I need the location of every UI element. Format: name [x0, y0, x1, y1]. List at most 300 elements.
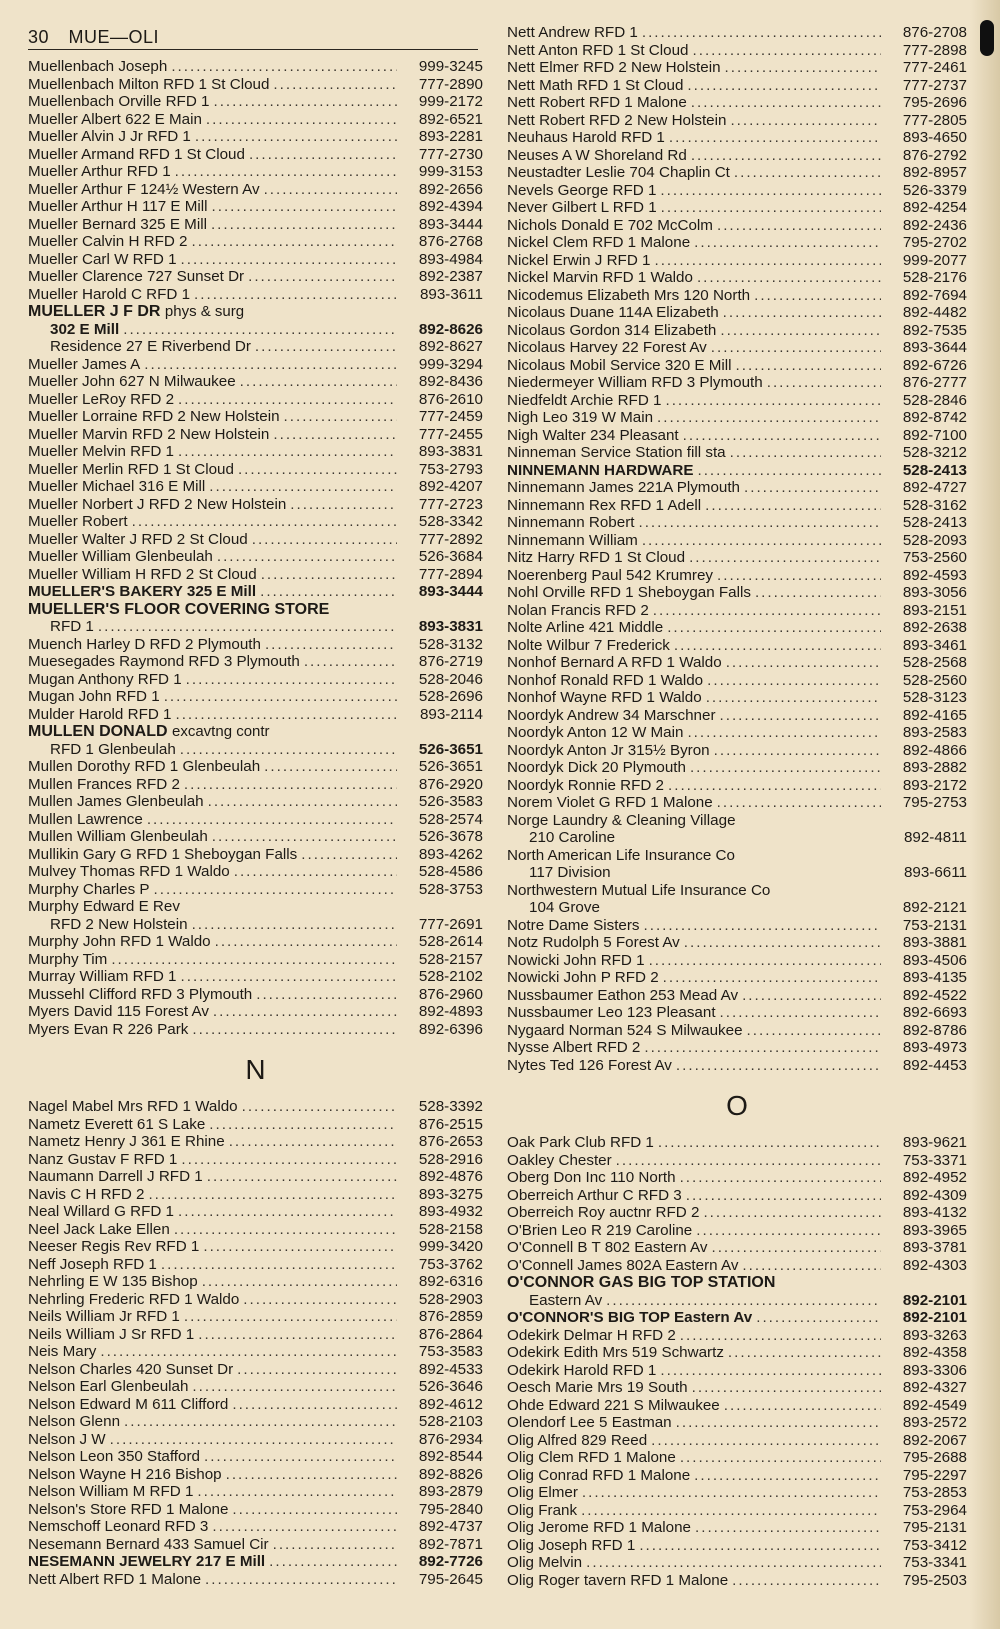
listing-phone: 893-4973: [902, 1039, 967, 1056]
listing-murphy-edward: [28, 898, 483, 933]
leader-dots: [680, 1449, 881, 1467]
leader-dots: [161, 1256, 397, 1274]
listing-phone: 777-2455: [418, 425, 483, 443]
listing-subline: [28, 338, 483, 356]
listing-entry: [28, 566, 483, 584]
listing-name: Muesegades Raymond RFD 3 Plymouth: [28, 653, 300, 670]
listing-phone: 892-6693: [902, 1004, 967, 1021]
listing-phone: 876-2768: [418, 233, 483, 250]
listing-phone: 777-2894: [418, 565, 483, 583]
leader-dots: [203, 1238, 397, 1256]
leader-dots: [755, 584, 881, 602]
leader-dots: [705, 497, 881, 515]
leader-dots: [252, 531, 397, 549]
leader-dots: [194, 286, 397, 304]
page-number: 30: [28, 27, 50, 47]
listing-subline: [28, 916, 483, 934]
leader-dots: [205, 1571, 397, 1589]
listing-name: Neils William Jr RFD 1: [28, 1308, 180, 1325]
listing-phone: 528-3342: [418, 513, 483, 530]
leader-dots: [273, 1536, 397, 1554]
listing-name: Mueller Lorraine RFD 2 New Holstein: [28, 408, 280, 425]
listing-name: Mueller Armand RFD 1 St Cloud: [28, 145, 245, 163]
leader-dots: [256, 986, 397, 1004]
listing-entry: [507, 969, 967, 987]
listing-phone: 893-4135: [902, 969, 967, 986]
listing-phone: 893-2583: [902, 724, 967, 741]
listing-name: Nicolaus Harvey 22 Forest Av: [507, 339, 707, 356]
listing-phone: 795-2696: [902, 94, 967, 111]
listing-name: Olig Jerome RFD 1 Malone: [507, 1519, 692, 1536]
listing-entry: [507, 164, 967, 182]
listing-phone: 893-3275: [418, 1185, 483, 1203]
listing-name: Nicolaus Mobil Service 320 E Mill: [507, 356, 732, 374]
listing-title: MUELLER J F DR: [28, 303, 161, 320]
listing-phone: 893-3611: [419, 285, 483, 303]
listing-subline: [507, 899, 967, 917]
leader-dots: [229, 1133, 397, 1151]
leader-dots: [661, 199, 881, 217]
leader-dots: [192, 1378, 397, 1396]
listing-name: Mueller Merlin RFD 1 St Cloud: [28, 460, 234, 478]
leader-dots: [209, 478, 397, 496]
leader-dots: [660, 182, 881, 200]
listing-name: Noordyk Dick 20 Plymouth: [507, 759, 686, 776]
listing-name: Ninnemann James 221A Plymouth: [507, 479, 741, 496]
listing-phone: 528-3212: [902, 444, 967, 461]
listing-name: Noordyk Andrew 34 Marschner: [507, 706, 716, 724]
listing-phone: 893-4262: [418, 845, 483, 863]
listing-entry: [507, 672, 967, 690]
listing-phone: 795-2645: [418, 1570, 483, 1588]
leader-dots: [724, 1397, 881, 1415]
listing-entry: [507, 567, 967, 585]
listing-phone: 893-3306: [902, 1361, 967, 1379]
listing-entry: [507, 742, 967, 760]
listing-entry: [507, 707, 967, 725]
listing-name: Nelson Charles 420 Sunset Dr: [28, 1360, 234, 1378]
listing-address: 302 E Mill: [50, 320, 120, 338]
listing-entry: [28, 76, 483, 94]
listing-address: RFD 1: [50, 618, 94, 635]
leader-dots: [212, 1518, 397, 1536]
listing-entry: [507, 584, 967, 602]
leader-dots: [734, 164, 881, 182]
listing-entry: [28, 1361, 483, 1379]
listing-subline: [28, 321, 483, 339]
listing-phone: 892-4612: [418, 1395, 483, 1413]
listing-phone: 795-2503: [902, 1571, 967, 1589]
listing-name: Nagel Mabel Mrs RFD 1 Waldo: [28, 1098, 238, 1115]
listing-name: Mugan John RFD 1: [28, 688, 160, 705]
leader-dots: [184, 1308, 397, 1326]
leader-dots: [164, 688, 397, 706]
leader-dots: [669, 129, 881, 147]
listing-phone: 528-2093: [902, 531, 967, 549]
listing-phone: 893-4984: [418, 250, 483, 268]
listing-name: Mueller John 627 N Milwaukee: [28, 373, 236, 390]
listing-phone: 528-2846: [902, 391, 967, 409]
listing-phone: 892-2638: [902, 619, 967, 636]
listing-entry: [28, 391, 483, 409]
listing-title: MULLEN DONALD: [28, 723, 168, 740]
listing-phone: 876-2515: [418, 1115, 483, 1133]
leader-dots: [638, 514, 881, 532]
leader-dots: [747, 1022, 881, 1040]
listing-phone: 892-8544: [418, 1448, 483, 1465]
listing-phone: 777-2890: [418, 75, 483, 93]
listing-name: Ninnemann William: [507, 531, 638, 549]
listing-phone: 526-3678: [418, 828, 483, 845]
listing-entry: [507, 1022, 967, 1040]
left-column: [28, 58, 483, 1588]
listing-phone: 528-2903: [418, 1290, 483, 1308]
listing-entry: [28, 1151, 483, 1169]
leader-dots: [184, 776, 397, 794]
page-header: [28, 27, 478, 50]
leader-dots: [654, 252, 881, 270]
listing-entry: [507, 1239, 967, 1257]
leader-dots: [111, 951, 397, 969]
listing-name: Nett Andrew RFD 1: [507, 24, 638, 41]
listing-phone: 777-2723: [418, 495, 483, 513]
listing-name: Nolte Wilbur 7 Frederick: [507, 636, 670, 654]
listing-phone: 777-2737: [902, 76, 967, 94]
listing-phone: 876-2920: [418, 775, 483, 793]
leader-dots: [175, 706, 397, 724]
leader-dots: [658, 1134, 881, 1152]
listing-phone: 892-7535: [902, 321, 967, 339]
listing-name: Neis Mary: [28, 1343, 97, 1360]
listing-phone: 753-2964: [902, 1501, 967, 1519]
leader-dots: [736, 357, 881, 375]
listing-phone: 892-4811: [903, 829, 967, 846]
listing-name: Nett Elmer RFD 2 New Holstein: [507, 59, 721, 76]
listing-phone: 999-2077: [902, 251, 967, 269]
listing-name: Nehrling Frederic RFD 1 Waldo: [28, 1290, 240, 1308]
listing-name: Mueller Michael 316 E Mill: [28, 478, 206, 495]
leader-dots: [711, 1239, 881, 1257]
leader-dots: [742, 987, 881, 1005]
listing-name: Neff Joseph RFD 1: [28, 1255, 157, 1273]
listing-name: Mueller LeRoy RFD 2: [28, 390, 175, 408]
listing-name: Oakley Chester: [507, 1151, 612, 1169]
leader-dots: [742, 1257, 881, 1275]
listing-phone: 893-3831: [418, 618, 483, 635]
listing-name: Mullen Dorothy RFD 1 Glenbeulah: [28, 758, 261, 775]
listing-phone: 795-2131: [902, 1519, 967, 1536]
listing-entry: [28, 111, 483, 129]
leader-dots: [124, 1413, 397, 1431]
listing-phone: 777-2805: [902, 111, 967, 129]
listing-name: Mulvey Thomas RFD 1 Waldo: [28, 863, 230, 880]
listing-subline: [28, 618, 483, 636]
leader-dots: [178, 391, 397, 409]
listing-entry: [28, 1431, 483, 1449]
listing-entry: [28, 1168, 483, 1186]
page-binding-edge: [970, 0, 1000, 1629]
leader-dots: [100, 1343, 397, 1361]
listing-phone: 999-3153: [418, 163, 483, 180]
listing-name: Myers Evan R 226 Park: [28, 1020, 189, 1038]
listing-subline: [507, 1292, 967, 1310]
listing-phone: 528-2102: [418, 968, 483, 985]
leader-dots: [206, 111, 397, 129]
listing-phone: 528-2157: [418, 950, 483, 968]
listing-phone: 893-2172: [902, 776, 967, 794]
leader-dots: [754, 287, 881, 305]
listing-name: Noordyk Anton Jr 315½ Byron: [507, 741, 710, 759]
leader-dots: [684, 934, 881, 952]
listing-name: Neils William J Sr RFD 1: [28, 1325, 195, 1343]
listing-entry: [28, 1413, 483, 1431]
listing-entry: [507, 357, 967, 375]
listing-name: Nametz Everett 61 S Lake: [28, 1115, 206, 1133]
listing-entry: [28, 1308, 483, 1326]
listing-name: Nonhof Ronald RFD 1 Waldo: [507, 671, 704, 689]
listing-phone: 893-4932: [418, 1203, 483, 1220]
listing-name: Nett Math RFD 1 St Cloud: [507, 76, 684, 94]
listing-phone: 892-6521: [418, 110, 483, 128]
listing-phone: 892-4876: [418, 1168, 483, 1185]
listing-entry: [507, 619, 967, 637]
listing-phone: 892-8626: [418, 320, 483, 338]
leader-dots: [720, 322, 881, 340]
listing-entry: [28, 478, 483, 496]
listing-name: Muellenbach Joseph: [28, 58, 168, 75]
leader-dots: [695, 1519, 881, 1537]
list: [507, 917, 967, 1075]
listing-entry: [507, 952, 967, 970]
leader-dots: [668, 777, 881, 795]
listing-entry: [28, 1221, 483, 1239]
listing-name: Mugan Anthony RFD 1: [28, 670, 182, 688]
leader-dots: [181, 251, 397, 269]
listing-phone: 876-2653: [418, 1133, 483, 1150]
listing-entry: [28, 356, 483, 374]
leader-dots: [197, 1483, 397, 1501]
leader-dots: [148, 1186, 397, 1204]
listing-entry: [28, 181, 483, 199]
listing-entry: [507, 304, 967, 322]
listing-phone: 892-8786: [902, 1021, 967, 1039]
listing-name: Noordyk Anton 12 W Main: [507, 724, 684, 741]
listing-phone: 893-2151: [902, 601, 967, 619]
list: [28, 356, 483, 584]
listing-entry: [28, 548, 483, 566]
listing-phone: 893-2281: [418, 128, 483, 145]
listing-name: Mullen James Glenbeulah: [28, 793, 204, 810]
listing-phone: 892-6396: [418, 1020, 483, 1038]
listing-name: Mullen Frances RFD 2: [28, 775, 180, 793]
listing-entry: [507, 1169, 967, 1187]
listing-oconnor-gas: [507, 1274, 967, 1309]
leader-dots: [649, 952, 881, 970]
listing-entry: [28, 793, 483, 811]
listing-name: Mullen William Glenbeulah: [28, 828, 208, 845]
listing-entry: [28, 1396, 483, 1414]
leader-dots: [212, 198, 398, 216]
listing-name: MUELLER'S BAKERY 325 E Mill: [28, 583, 257, 600]
listing-name: Ninnemann Rex RFD 1 Adell: [507, 496, 702, 514]
listing-phone: 893-3444: [418, 215, 483, 233]
listing-name: Nehrling E W 135 Bishop: [28, 1273, 198, 1290]
listing-name: Neustadter Leslie 704 Chaplin Ct: [507, 164, 730, 181]
listing-phone: 777-2459: [418, 408, 483, 425]
listing-phone: 876-2960: [418, 985, 483, 1003]
listing-north-american: [507, 847, 967, 882]
leader-dots: [186, 671, 397, 689]
listing-name: Nonhof Bernard A RFD 1 Waldo: [507, 654, 722, 671]
listing-entry: [507, 392, 967, 410]
list: [507, 1134, 967, 1274]
listing-entry: [507, 479, 967, 497]
listing-phone: 892-4893: [418, 1003, 483, 1020]
listing-entry: [507, 444, 967, 462]
listing-name: Mueller Arthur H 117 E Mill: [28, 198, 208, 215]
leader-dots: [240, 373, 397, 391]
listing-name: Olig Alfred 829 Reed: [507, 1431, 648, 1449]
leader-dots: [651, 1432, 881, 1450]
listing-entry: [507, 1449, 967, 1467]
leader-dots: [192, 916, 397, 934]
listing-phone: 892-4309: [902, 1186, 967, 1204]
listing-phone: 528-2158: [418, 1220, 483, 1238]
listing-entry: [28, 863, 483, 881]
listing-name: Nysse Albert RFD 2: [507, 1039, 641, 1056]
listing-address: 210 Caroline: [529, 829, 616, 846]
listing-phone: 526-3684: [418, 548, 483, 565]
listing-phone: 893-2114: [419, 705, 483, 723]
listing-phone: 893-9621: [902, 1134, 967, 1151]
listing-entry: [507, 777, 967, 795]
listing-phone: 892-4165: [902, 706, 967, 724]
listing-phone: 892-8957: [902, 164, 967, 181]
listing-entry: [28, 233, 483, 251]
leader-dots: [264, 758, 397, 776]
listing-name: Mueller Walter J RFD 2 St Cloud: [28, 530, 248, 548]
leader-dots: [691, 147, 881, 165]
listing-name: Ninneman Service Station fill sta: [507, 444, 726, 461]
listing-phone: 999-2172: [418, 93, 483, 110]
listing-phone: 892-2121: [902, 899, 967, 916]
listing-subline: [507, 864, 967, 882]
listing-name: Myers David 115 Forest Av: [28, 1003, 209, 1020]
listing-phone: 892-4394: [418, 198, 483, 215]
listing-phone: 892-4522: [902, 986, 967, 1004]
listing-name: Nolte Arline 421 Middle: [507, 619, 664, 636]
leader-dots: [694, 234, 881, 252]
listing-entry: [507, 1187, 967, 1205]
listing-phone: 753-3412: [902, 1536, 967, 1554]
listing-entry: [507, 987, 967, 1005]
listing-phone: 795-2840: [418, 1500, 483, 1518]
listing-phone: 777-2898: [902, 41, 967, 59]
listing-name: Nametz Henry J 361 E Rhine: [28, 1133, 225, 1150]
listing-phone: 892-8627: [418, 338, 483, 355]
list: [507, 479, 967, 812]
listing-entry: [28, 776, 483, 794]
listing-entry: [28, 408, 483, 426]
listing-entry: [28, 846, 483, 864]
leader-dots: [98, 618, 397, 636]
leader-dots: [212, 828, 397, 846]
listing-name: O'Connell B T 802 Eastern Av: [507, 1239, 708, 1256]
listing-entry: [507, 1204, 967, 1222]
listing-floor-store: [28, 601, 483, 636]
listing-entry: [28, 1448, 483, 1466]
listing-entry: [507, 1519, 967, 1537]
listing-name: Odekirk Harold RFD 1: [507, 1361, 657, 1379]
listing-name: Mueller Norbert J RFD 2 New Holstein: [28, 495, 287, 513]
listing-entry: [28, 1133, 483, 1151]
listing-name: Olig Elmer: [507, 1484, 578, 1501]
listing-entry: [507, 1397, 967, 1415]
listing-entry: [28, 653, 483, 671]
leader-dots: [639, 1537, 881, 1555]
listing-name: Mueller Alvin J Jr RFD 1: [28, 128, 191, 145]
listing-name: Nicolaus Gordon 314 Elizabeth: [507, 321, 717, 339]
listing-entry: [28, 811, 483, 829]
leader-dots: [242, 1098, 397, 1116]
listing-phone: 528-3753: [418, 880, 483, 898]
listing-phone: 876-2777: [902, 374, 967, 391]
listing-phone: 526-3651: [418, 758, 483, 775]
listing-name: Mussehl Clifford RFD 3 Plymouth: [28, 985, 253, 1003]
listing-entry: [507, 1257, 967, 1275]
leader-dots: [260, 583, 397, 601]
listing-entry: [507, 1327, 967, 1345]
listing-name: O'Connell James 802A Eastern Av: [507, 1256, 739, 1274]
listing-name: Nicodemus Elizabeth Mrs 120 North: [507, 286, 751, 304]
leader-dots: [693, 42, 882, 60]
listing-name: Nowicki John RFD 1: [507, 951, 645, 969]
listing-title: O'CONNOR GAS BIG TOP STATION: [507, 1274, 776, 1291]
list: [507, 1327, 967, 1590]
listing-name: Niedermeyer William RFD 3 Plymouth: [507, 374, 763, 391]
listing-entry: [28, 1238, 483, 1256]
listing-entry: [507, 1362, 967, 1380]
listing-name: Mueller Arthur RFD 1: [28, 163, 171, 180]
listing-phone: 753-2853: [902, 1484, 967, 1501]
listing-entry: [507, 1039, 967, 1057]
listing-entry: [28, 1098, 483, 1116]
listing-name: Olig Joseph RFD 1: [507, 1536, 636, 1554]
listing-name: Nolan Francis RFD 2: [507, 601, 649, 619]
listing-entry: [507, 269, 967, 287]
listing-entry: [28, 1483, 483, 1501]
listing-phone: 892-2436: [902, 216, 967, 234]
listing-phone: 892-4549: [902, 1396, 967, 1414]
listing-entry: [507, 917, 967, 935]
listing-phone: 528-2696: [418, 688, 483, 705]
listing-phone: 892-8826: [418, 1465, 483, 1483]
listing-phone: 753-3762: [418, 1255, 483, 1273]
leader-dots: [680, 1169, 881, 1187]
listing-phone: 892-4533: [418, 1360, 483, 1378]
leader-dots: [215, 933, 397, 951]
listing-name: Nett Albert RFD 1 Malone: [28, 1570, 202, 1588]
listing-name: Nelson J W: [28, 1430, 106, 1448]
leader-dots: [696, 1222, 881, 1240]
leader-dots: [304, 653, 397, 671]
leader-dots: [692, 1379, 881, 1397]
listing-address: RFD 2 New Holstein: [50, 915, 188, 933]
listing-name: Mueller Marvin RFD 2 New Holstein: [28, 425, 270, 443]
leader-dots: [273, 426, 397, 444]
listing-entry: [507, 1572, 967, 1590]
listing-name: Nichols Donald E 702 McColm: [507, 216, 713, 234]
